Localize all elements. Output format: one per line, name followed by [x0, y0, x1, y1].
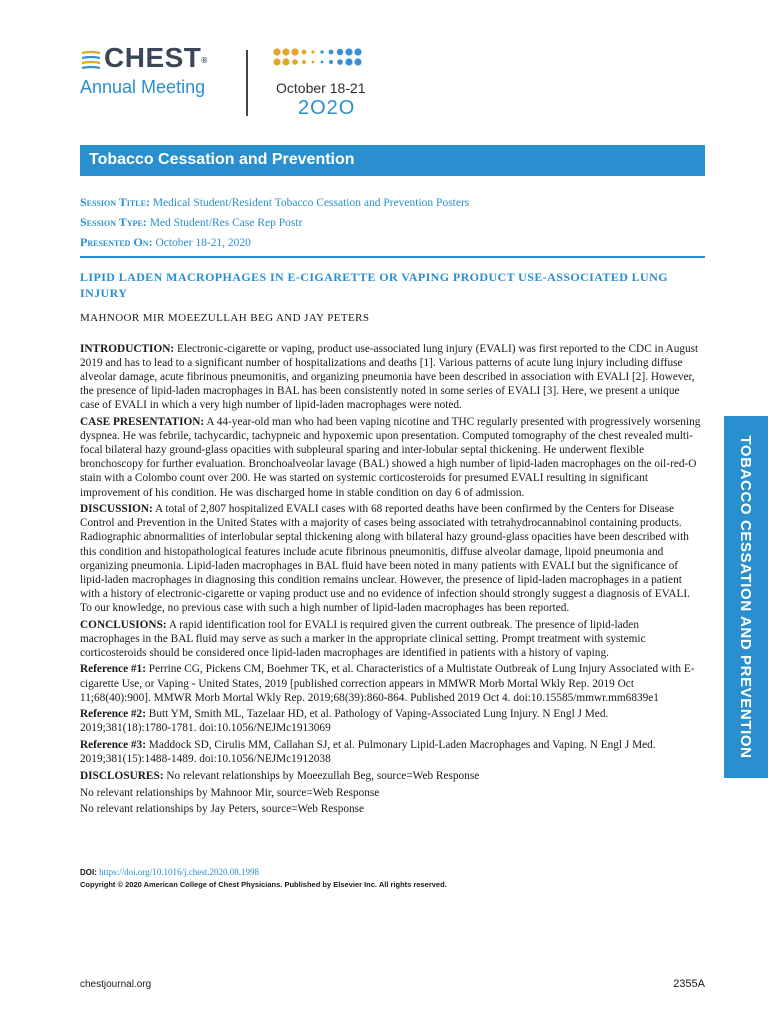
disclosure-3: No relevant relationships by Jay Peters, source=Web Response — [80, 803, 365, 816]
reference-2 — [80, 707, 701, 735]
header-divider — [246, 50, 248, 116]
reference-3-label: Reference #3: — [80, 739, 146, 752]
side-tab-label: TOBACCO CESSATION AND PREVENTION — [737, 435, 754, 759]
article-title: LIPID LADEN MACROPHAGES IN E-CIGARETTE OR VAPING PRODUCT USE-ASSOCIATED LUNG INJURY — [80, 270, 668, 300]
doi-label: DOI: — [80, 868, 97, 877]
logo-subtitle: Annual Meeting — [80, 77, 206, 97]
section-banner — [80, 145, 705, 176]
conclusions-text: A rapid identification tool for EVALI is required given the current outbreak. The presence of lipid-laden macrophages in the BAL fluid may serve as such a marker in the appropriate clinical setting. Prompt treatment with systemic corticosteroids should be considered once lipid-laden macrophages are identified in patients with a history of vaping. — [80, 618, 646, 659]
reference-3-text: Maddock SD, Cirulis MM, Callahan SJ, et al. Pulmonary Lipid-Laden Macrophages and Vaping. N Engl J Med. 2019;381(15):1488-1489. doi:10.1056/NEJMc1912038 — [80, 739, 656, 766]
session-type-value[interactable]: Med Student/Res Case Rep Postr — [149, 217, 303, 229]
case-presentation-label: CASE PRESENTATION: — [80, 416, 205, 429]
copyright-notice: Copyright © 2020 American College of Chest Physicians. Published by Elsevier Inc. All rights reserved. — [80, 880, 447, 889]
disclosure-2: No relevant relationships by Mahnoor Mir, source=Web Response — [80, 786, 380, 799]
discussion-label: DISCUSSION: — [80, 503, 153, 516]
presented-on-label: Presented On: — [80, 235, 153, 249]
disclosures-label: DISCLOSURES: — [80, 769, 164, 782]
discussion-text: A total of 2,807 hospitalized EVALI cases with 68 reported deaths have been confirmed by the Centers for Disease Control and Prevention in the United States with a majority of cases being associated with tetrahydrocannabinol containing products. Radiographic abnormalities of interlobular septal thickening along with bilateral hazy ground-glass opacities have been described with this condition and histopathological features include acute fibrinous pneumonitis, diffuse alveolar damage, lipoid pneumonia and organizing pneumonia. Lipid-laden macrophages in BAL fluid have been noted in many patients with EVALI but the significance of lipid-laden macrophages in diagnosing this condition remains unclear. However, the presence of lipid-laden macrophages in a patient with a history of electronic-cigarette or vaping product use and no evidence of infection should strongly suggest a diagnosis of EVALI. To our knowledge, no previous case with such a high number of lipid-laden macrophages has been reported. — [80, 503, 690, 614]
introduction-label: INTRODUCTION: — [80, 343, 175, 355]
dot-pattern-icon — [273, 48, 383, 68]
case-presentation-paragraph — [80, 415, 701, 500]
introduction-paragraph — [80, 342, 701, 412]
reference-1-text: Perrine CG, Pickens CM, Boehmer TK, et al. Characteristics of a Multistate Outbreak of Lung Injury Associated with E-cigarette Use, or Vaping - United States, 2019 [published correction appears in MMWR Morb Mortal Wkly Rep. 2019 Oct 11;68(40):900]. MMWR Morb Mortal Wkly Rep. 2019;68(39):860-864. Published 2019 Oct 4. doi:10.15585/mmwr.mm6839e1 — [80, 663, 695, 704]
banner-title: Tobacco Cessation and Prevention — [89, 151, 355, 168]
conclusions-label: CONCLUSIONS: — [80, 618, 167, 631]
meeting-year: 2O2O — [298, 97, 356, 119]
presented-on-value: October 18-21, 2020 — [155, 237, 251, 249]
introduction-text: Electronic-cigarette or vaping, product use-associated lung injury (EVALI) was first reported to the CDC in August 2019 and has to lead to a significant number of hospitalizations and deaths [1]. Various patterns of acute lung injury including diffuse alveolar damage, acute fibrinous pneumonitis, and organizing pneumonia have been described in association with EVALI [2]. However, the presence of lipid-laden macrophages in BAL has been consistently noted in some series of EVALI [3]. Here, we present a unique case of EVALI in which a very high number of lipid-laden macrophages were noted. — [80, 343, 699, 412]
article-authors: MAHNOOR MIR MOEEZULLAH BEG AND JAY PETERS — [80, 312, 370, 324]
meeting-dates: October 18-21 — [276, 80, 366, 96]
logo-wordmark: CHEST® — [104, 42, 208, 73]
section-divider — [80, 256, 705, 258]
session-meta — [80, 195, 705, 255]
case-presentation-text: A 44-year-old man who had been vaping nicotine and THC regularly presented with progressively worsening dyspnea. He was febrile, tachycardic, tachypneic and hypoxemic upon presentation. Computed tomography of the chest revealed multi-focal bilateral hazy ground-glass opacities with subpleural sparing and inter-lobular septal thickening. He underwent flexible bronchoscopy for further evaluation. Bronchoalveolar lavage (BAL) showed a high number of lipid-laden macrophages on the oil-red-O stain with a Colombo count over 200. He was started on systemic corticosteroids for presumed EVALI resulting in significant improvement of his condition. He was discharged home in stable condition on day 6 of admission. — [80, 416, 701, 499]
conclusions-paragraph — [80, 618, 701, 660]
reference-3 — [80, 738, 701, 766]
session-title-label: Session Title: — [80, 195, 150, 209]
doi-line — [80, 867, 259, 878]
reference-1 — [80, 662, 701, 704]
chest-logo — [80, 44, 240, 100]
reference-2-label: Reference #2: — [80, 708, 146, 721]
abstract-body — [80, 342, 701, 819]
journal-site[interactable]: chestjournal.org — [80, 979, 152, 990]
session-title-value[interactable]: Medical Student/Resident Tobacco Cessation and Prevention Posters — [152, 197, 470, 209]
discussion-paragraph — [80, 502, 701, 615]
doi-link[interactable]: https://doi.org/10.1016/j.chest.2020.08.1998 — [99, 867, 259, 877]
page-number: 2355A — [673, 978, 705, 990]
disclosure-1-text: No relevant relationships by Moeezullah Beg, source=Web Response — [166, 769, 480, 782]
conference-header — [80, 42, 400, 119]
session-title-row — [80, 195, 705, 215]
disclosures-paragraph — [80, 769, 701, 783]
session-type-row — [80, 215, 705, 235]
reference-2-text: Butt YM, Smith ML, Tazelaar HD, et al. Pathology of Vaping-Associated Lung Injury. N Engl J Med. 2019;381(18):1780-1781. doi:10.1056/NEJMc1913069 — [80, 708, 609, 735]
reference-1-label: Reference #1: — [80, 663, 146, 676]
session-type-label: Session Type: — [80, 215, 147, 229]
section-side-tab — [724, 416, 768, 778]
chest-logo-mark-icon — [80, 50, 102, 72]
presented-on-row — [80, 235, 705, 255]
